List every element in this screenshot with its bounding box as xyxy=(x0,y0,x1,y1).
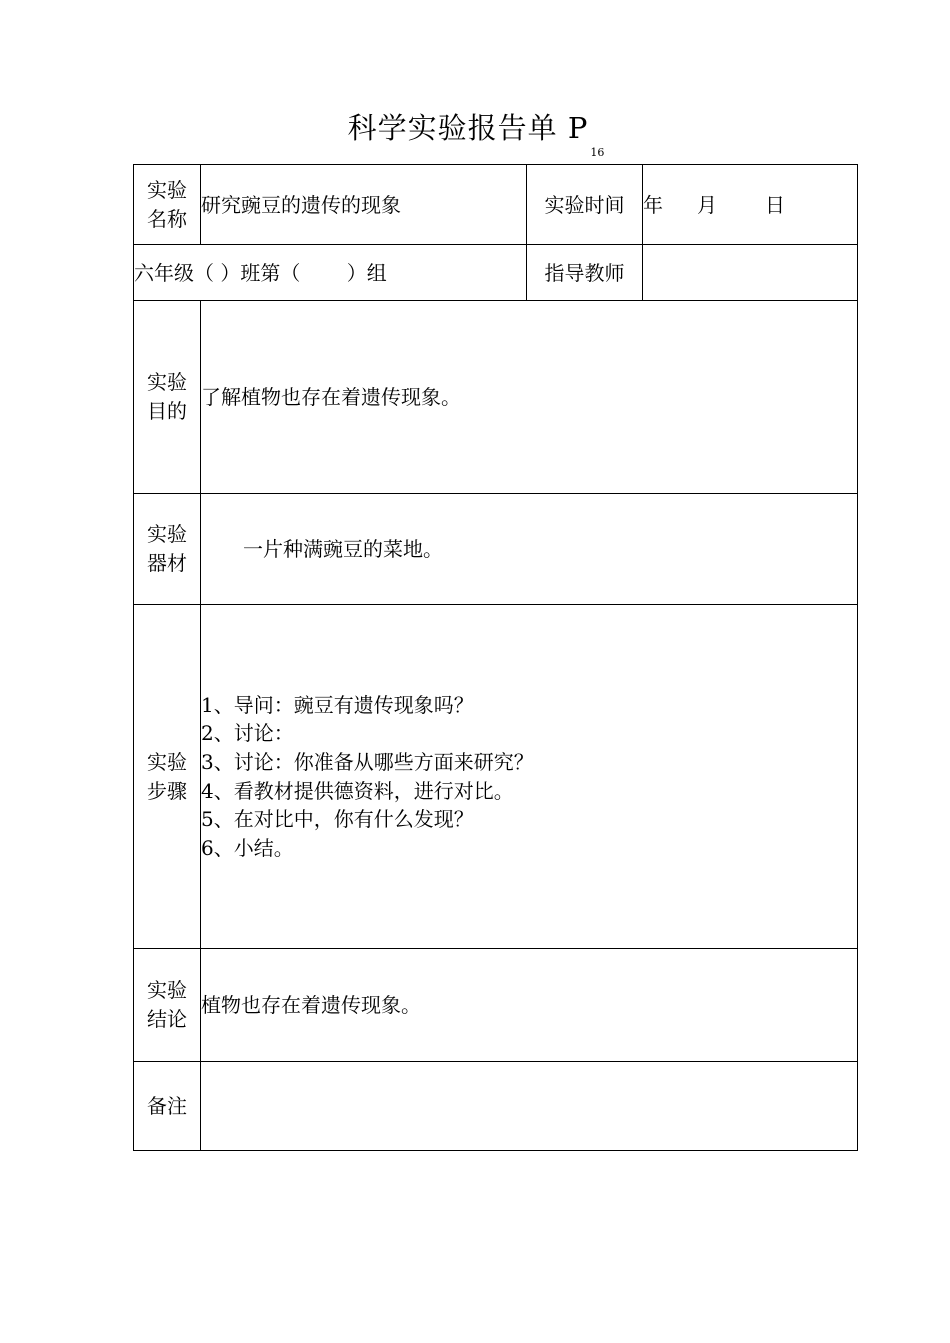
materials-label: 实验器材 xyxy=(147,522,187,575)
step-item: 6、小结。 xyxy=(201,835,294,860)
conclusion-label: 实验结论 xyxy=(147,978,187,1031)
materials-value[interactable]: 一片种满豌豆的菜地。 xyxy=(201,494,858,605)
date-month: 月 xyxy=(697,192,717,217)
row-experiment-name xyxy=(134,165,858,245)
row-steps xyxy=(134,605,858,949)
row-notes xyxy=(134,1062,858,1151)
materials-label-cell xyxy=(134,494,201,605)
notes-value[interactable] xyxy=(201,1062,858,1151)
row-materials xyxy=(134,494,858,605)
experiment-date-field[interactable] xyxy=(643,165,858,245)
steps-label-cell xyxy=(134,605,201,949)
steps-content[interactable] xyxy=(201,605,858,949)
experiment-name-label-cell xyxy=(134,165,201,245)
date-year: 年 xyxy=(643,192,663,217)
step-item: 4、看教材提供德资料，进行对比。 xyxy=(201,778,514,803)
step-item: 1、导问：豌豆有遗传现象吗？ xyxy=(201,692,474,717)
experiment-time-label: 实验时间 xyxy=(527,165,643,245)
purpose-label: 实验目的 xyxy=(147,370,187,423)
notes-label: 备注 xyxy=(147,1093,187,1118)
report-title xyxy=(0,108,950,159)
teacher-value[interactable] xyxy=(643,245,858,301)
notes-label-cell xyxy=(134,1062,201,1151)
steps-list xyxy=(201,691,857,863)
row-purpose xyxy=(134,301,858,494)
date-day: 日 xyxy=(765,192,785,217)
experiment-name-label: 实验名称 xyxy=(147,177,187,231)
conclusion-value[interactable]: 植物也存在着遗传现象。 xyxy=(201,949,858,1062)
step-item: 5、在对比中，你有什么发现？ xyxy=(201,807,474,832)
teacher-label: 指导教师 xyxy=(527,245,643,301)
row-class-group xyxy=(134,245,858,301)
purpose-value[interactable]: 了解植物也存在着遗传现象。 xyxy=(201,301,858,494)
report-table xyxy=(133,164,858,1151)
page-number-subscript: 16 xyxy=(590,146,605,159)
step-item: 2、讨论： xyxy=(201,721,294,746)
row-conclusion xyxy=(134,949,858,1062)
class-group-field[interactable]: 六年级（ ）班第（ ）组 xyxy=(134,245,527,301)
experiment-name-value[interactable]: 研究豌豆的遗传的现象 xyxy=(201,165,527,245)
conclusion-label-cell xyxy=(134,949,201,1062)
steps-label: 实验步骤 xyxy=(147,749,187,803)
step-item: 3、讨论：你准备从哪些方面来研究？ xyxy=(201,749,534,774)
purpose-label-cell xyxy=(134,301,201,494)
report-title-main: 科学实验报告单 P xyxy=(347,111,589,145)
